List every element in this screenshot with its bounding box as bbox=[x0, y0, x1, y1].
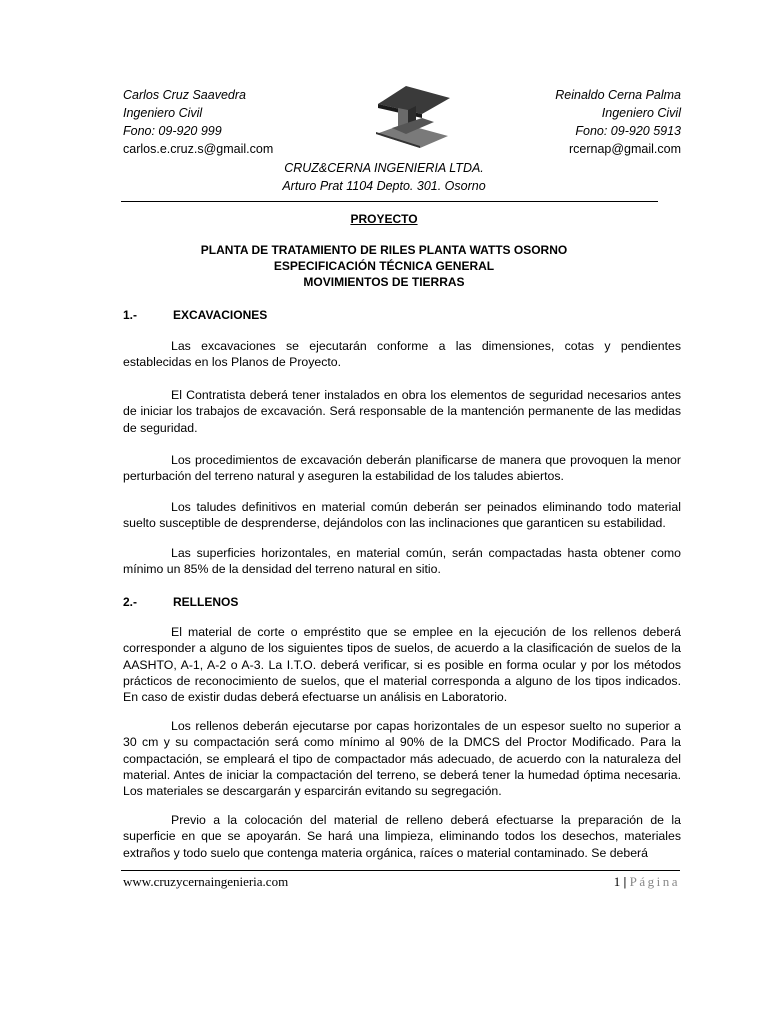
company-address: Arturo Prat 1104 Depto. 301. Osorno bbox=[282, 179, 486, 193]
project-label: PROYECTO bbox=[350, 212, 418, 226]
section-paragraph bbox=[123, 812, 681, 861]
header-right-contact bbox=[555, 86, 681, 158]
page-separator: | bbox=[623, 874, 627, 889]
section-paragraph bbox=[123, 624, 681, 705]
section-number: 1.- bbox=[123, 308, 138, 322]
footer-divider bbox=[121, 870, 680, 871]
paragraph-text: Los procedimientos de excavación deberán planificarse de manera que provoquen la menor perturbación del terreno natural y aseguren la estabilidad de los taludes abiertos. bbox=[123, 453, 681, 484]
left-engineer-phone: Fono: 09-920 999 bbox=[123, 124, 222, 138]
left-engineer-email[interactable]: carlos.e.cruz.s@gmail.com bbox=[123, 142, 274, 156]
document-title-line: PLANTA DE TRATAMIENTO DE RILES PLANTA WATTS OSORNO bbox=[200, 243, 568, 257]
section-paragraph bbox=[123, 718, 681, 799]
right-engineer-email[interactable]: rcernap@gmail.com bbox=[568, 142, 681, 156]
section-paragraph bbox=[123, 338, 681, 371]
right-engineer-title: Ingeniero Civil bbox=[601, 106, 681, 120]
document-title-line: MOVIMIENTOS DE TIERRAS bbox=[303, 275, 465, 289]
document-title-block bbox=[0, 242, 768, 290]
left-engineer-title: Ingeniero Civil bbox=[123, 106, 203, 120]
section-heading-excavaciones bbox=[123, 308, 267, 322]
paragraph-text: El Contratista deberá tener instalados en obra los elementos de seguridad necesarios antes de iniciar los trabajos de excavación. Será responsable de la mantención permanente de las medidas de seguridad. bbox=[123, 388, 681, 435]
section-paragraph bbox=[123, 387, 681, 436]
header-left-contact bbox=[123, 86, 273, 158]
section-paragraph bbox=[123, 452, 681, 485]
right-engineer-phone: Fono: 09-920 5913 bbox=[575, 124, 681, 138]
header-divider bbox=[121, 201, 658, 202]
section-paragraph bbox=[123, 499, 681, 532]
page-word: Página bbox=[629, 874, 680, 889]
left-engineer-name: Carlos Cruz Saavedra bbox=[123, 88, 246, 102]
paragraph-text: El material de corte o empréstito que se emplee en la ejecución de los rellenos deberá corresponder a alguno de los siguientes tipos de suelos, de acuerdo a la clasificación de suelos de la AASHTO, A-1, A-2 o A-3. La I.T.O. deberá verificar, si es posible en forma ocular y por los métodos prácticos de reconocimiento de suelos, que el material corresponda a alguno de los tipos indicados. En caso de existir dudas deberá efectuarse un análisis en Laboratorio. bbox=[123, 625, 681, 705]
section-title: EXCAVACIONES bbox=[173, 308, 268, 322]
footer-website-link[interactable]: www.cruzycernaingenieria.com bbox=[123, 874, 289, 889]
section-heading-rellenos bbox=[123, 595, 238, 609]
right-engineer-name: Reinaldo Cerna Palma bbox=[555, 88, 681, 102]
steel-beam-logo-icon bbox=[372, 84, 452, 148]
paragraph-text: Previo a la colocación del material de relleno deberá efectuarse la preparación de la superficie en que se apoyarán. Se hará una limpieza, eliminando todos los desechos, materiales extraños y todo suelo que contenga materia orgánica, raíces o material contaminado. Se deberá bbox=[123, 813, 681, 860]
footer-page-number bbox=[614, 874, 680, 890]
page-number: 1 bbox=[613, 874, 621, 889]
company-name: CRUZ&CERNA INGENIERIA LTDA. bbox=[284, 161, 484, 175]
document-title-line: ESPECIFICACIÓN TÉCNICA GENERAL bbox=[273, 259, 495, 273]
paragraph-text: Las excavaciones se ejecutarán conforme a las dimensiones, cotas y pendientes establecidas en los Planos de Proyecto. bbox=[123, 339, 681, 370]
paragraph-text: Los rellenos deberán ejecutarse por capas horizontales de un espesor suelto no superior a 30 cm y su compactación será como mínimo al 90% de la DMCS del Proctor Modificado. Para la compactación, se empleará el tipo de compactador más adecuado, de acuerdo con la naturaleza del material. Antes de iniciar la compactación del terreno, se deberá tener la humedad óptima necesaria. Los materiales se descargarán y esparcirán evitando su segregación. bbox=[123, 719, 681, 799]
section-number: 2.- bbox=[123, 595, 138, 609]
section-paragraph bbox=[123, 545, 681, 578]
section-title: RELLENOS bbox=[173, 595, 239, 609]
paragraph-text: Los taludes definitivos en material común deberán ser peinados eliminando todo material suelto susceptible de desprenderse, dejándolos con las inclinaciones que garanticen su estabilidad. bbox=[123, 500, 681, 531]
paragraph-text: Las superficies horizontales, en material común, serán compactadas hasta obtener como mínimo un 85% de la densidad del terreno natural en sitio. bbox=[123, 546, 681, 577]
